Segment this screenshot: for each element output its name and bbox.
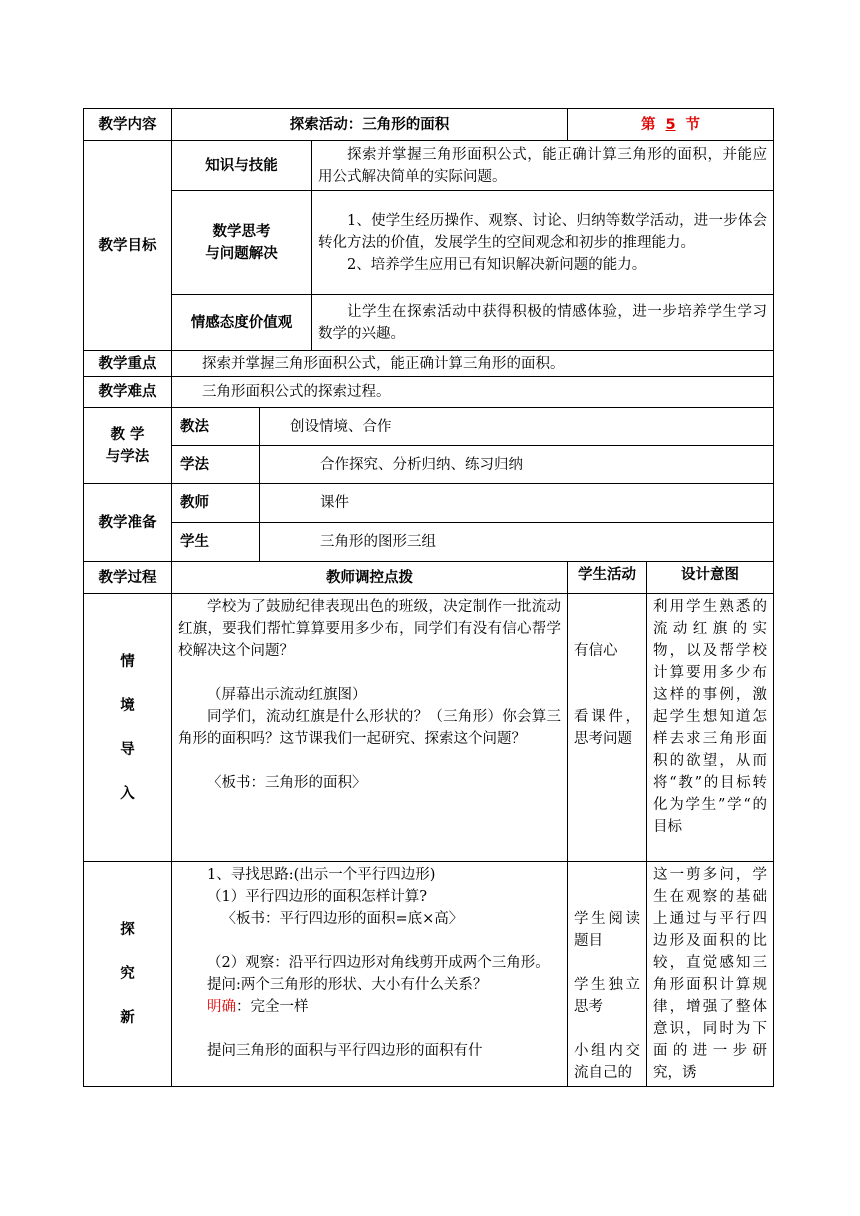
objective-attitude-row: [84, 295, 774, 351]
thinking-text: 1、使学生经历操作、观察、讨论、归纳等数学活动，进一步体会转化方法的价值，发展学生的空间观念和初步的推理能力。 2、培养学生应用已有知识解决新问题的能力。: [312, 191, 774, 295]
prep-student-label: 学生: [172, 523, 260, 562]
method-teach-row: [84, 408, 774, 446]
process-header-row: [84, 562, 774, 594]
prep-teacher-label: 教师: [172, 484, 260, 523]
thinking-label: 数学思考 与问题解决: [172, 191, 312, 295]
prep-student-row: [84, 523, 774, 562]
content-row: [84, 109, 774, 141]
teach-method-text: 创设情境、合作: [260, 408, 774, 446]
prep-student-text: 三角形的图形三组: [260, 523, 774, 562]
student-activity-header: 学生活动: [568, 562, 647, 594]
learn-method-text: 合作探究、分析归纳、练习归纳: [260, 446, 774, 484]
difficulty-label: 教学难点: [84, 377, 172, 408]
stage-situation-design: 利用学生熟悉的流动红旗的实物，以及帮学校计算要用多少布这样的事例，激起学生想知道怎样去求三角形面积的欲望，从而将“教”的目标转化为学生”学“的目标: [647, 594, 774, 862]
stage-situation-title: 情 境 导 入: [84, 594, 172, 862]
learn-method-label: 学法: [172, 446, 260, 484]
stage-situation-student: 有信心 看课件，思考问题: [568, 594, 647, 862]
method-learn-row: [84, 446, 774, 484]
stage-explore-student: 学生阅读题目 学生独立思考 小组内交流自己的: [568, 862, 647, 1087]
teach-method-label: 教法: [172, 408, 260, 446]
clarify-label: 明确: [207, 999, 236, 1015]
attitude-text: 让学生在探索活动中获得积极的情感体验，进一步培养学生学习数学的兴趣。: [312, 295, 774, 351]
design-intent-header: 设计意图: [647, 562, 774, 594]
teacher-guidance-header: 教师调控点拨: [172, 562, 568, 594]
key-point-row: [84, 351, 774, 377]
attitude-label: 情感态度价值观: [172, 295, 312, 351]
methods-label: 教 学 与学法: [84, 408, 172, 484]
objective-knowledge-row: [84, 141, 774, 191]
knowledge-label: 知识与技能: [172, 141, 312, 191]
key-point-text: 探索并掌握三角形面积公式，能正确计算三角形的面积。: [172, 351, 774, 377]
process-label: 教学过程: [84, 562, 172, 594]
stage-explore-title: 探 究 新: [84, 862, 172, 1087]
stage-explore-teacher: 1、寻找思路:(出示一个平行四边形) （1）平行四边形的面积怎样计算? 〈板书：平行四边形的面积=底×高〉 （2）观察：沿平行四边形对角线剪开成两个三角形。 提问:两个三角形的形状、大小有什么关系？ 明确：完全一样 提问三角形的面积与平行四边形的面积有什: [172, 862, 568, 1087]
stage-situation-row: [84, 594, 774, 862]
section-number: 第 5 节: [568, 109, 774, 141]
prep-teacher-text: 课件: [260, 484, 774, 523]
preparation-label: 教学准备: [84, 484, 172, 562]
difficulty-text: 三角形面积公式的探索过程。: [172, 377, 774, 408]
stage-explore-row: [84, 862, 774, 1087]
prep-teacher-row: [84, 484, 774, 523]
knowledge-text: 探索并掌握三角形面积公式，能正确计算三角形的面积，并能应用公式解决简单的实际问题。: [312, 141, 774, 191]
difficulty-row: [84, 377, 774, 408]
key-point-label: 教学重点: [84, 351, 172, 377]
stage-situation-teacher: 学校为了鼓励纪律表现出色的班级，决定制作一批流动红旗，要我们帮忙算算要用多少布，同学们有没有信心帮学校解决这个问题？ （屏幕出示流动红旗图） 同学们，流动红旗是什么形状的？（三角形）你会算三角形的面积吗？这节课我们一起研究、探索这个问题？ 〈板书：三角形的面积〉: [172, 594, 568, 862]
stage-explore-design: 这一剪多问，学生在观察的基础上通过与平行四边形及面积的比较，直觉感知三角形面积计算规律，增强了整体意识，同时为下面的进一步研究，诱: [647, 862, 774, 1087]
content-label: 教学内容: [84, 109, 172, 141]
objective-thinking-row: [84, 191, 774, 295]
objectives-label: 教学目标: [84, 141, 172, 351]
lesson-plan-table: [83, 108, 774, 1087]
lesson-topic: 探索活动：三角形的面积: [172, 109, 568, 141]
